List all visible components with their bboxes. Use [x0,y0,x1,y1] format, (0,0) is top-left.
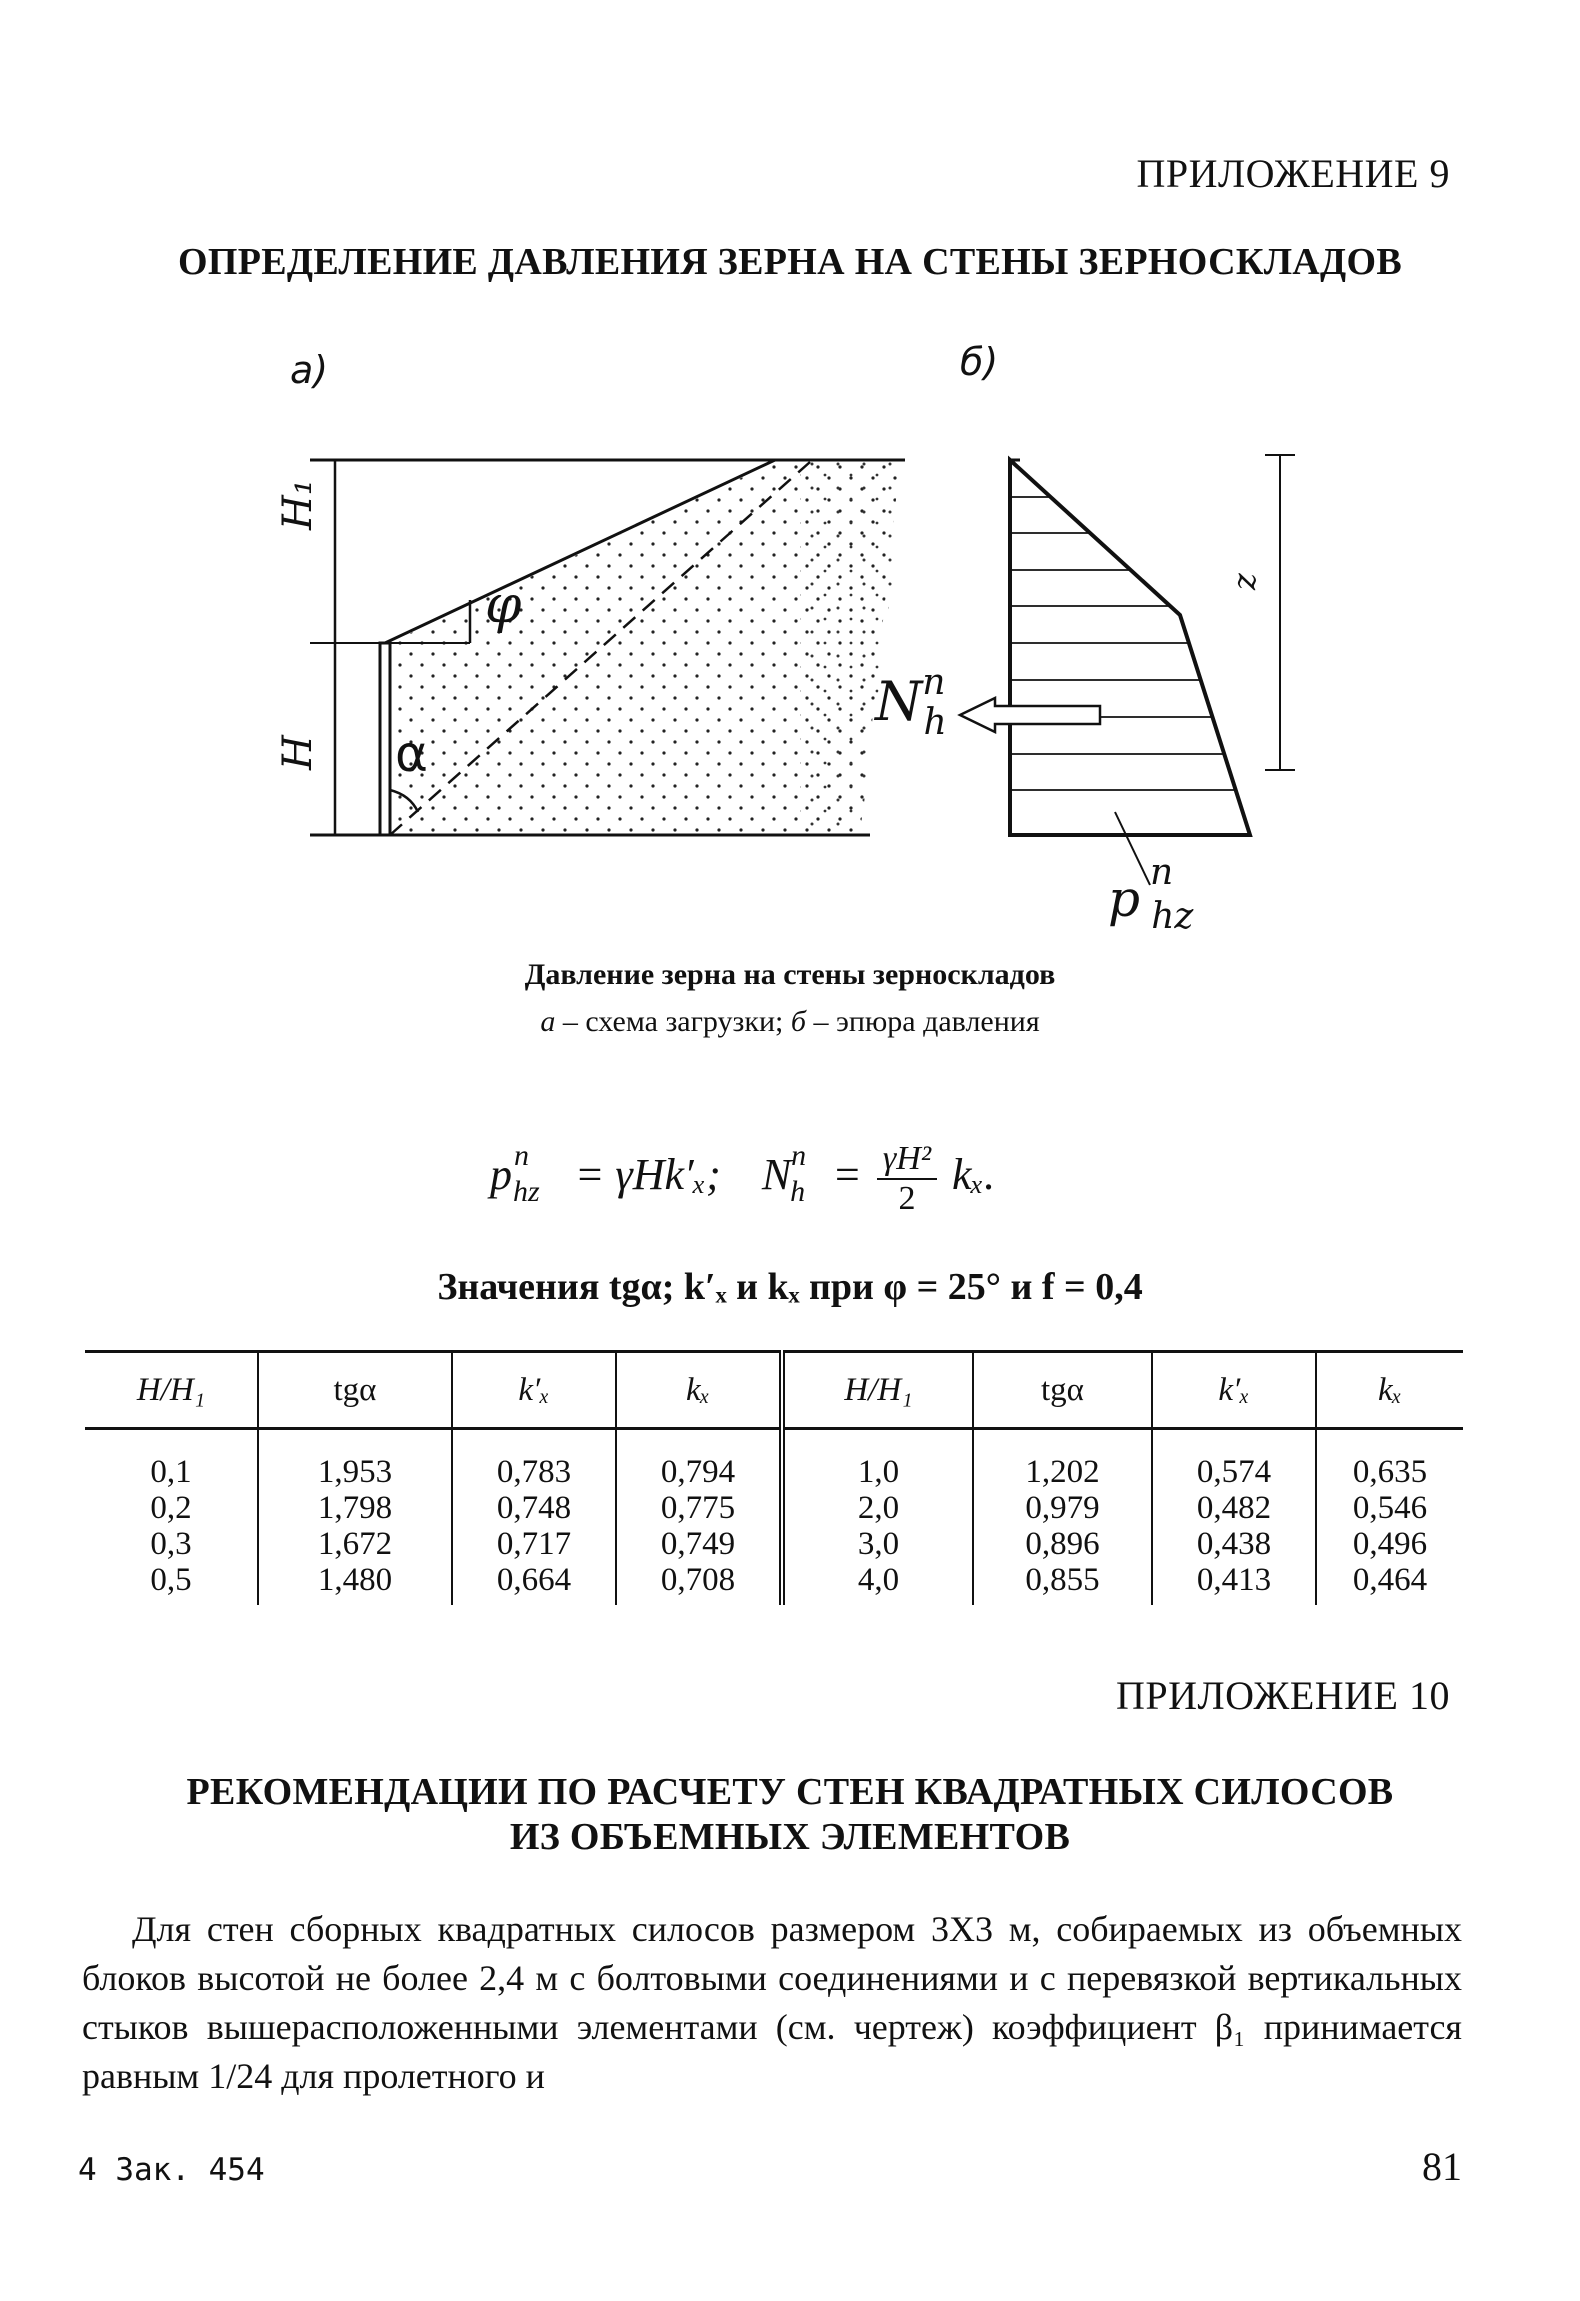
dim-h1-label: H₁ [275,479,321,530]
appendix-10-title-line2: ИЗ ОБЪЕМНЫХ ЭЛЕМЕНТОВ [509,1816,1071,1858]
table-cell: 1,0 2,0 3,0 4,0 [782,1429,973,1606]
header-k-2: kₓ [1316,1352,1463,1429]
header-k-prime-2: k′ₓ [1152,1352,1316,1429]
figure-a-label: а) [290,348,329,392]
force-label: $N^n_h$ [875,662,947,743]
header-h-ratio: H/H₁ [85,1352,258,1429]
table-cell: 0,1 0,2 0,3 0,5 [85,1429,258,1606]
table-cell: 1,202 0,979 0,896 0,855 [973,1429,1152,1606]
figure-caption-title: Давление зерна на стены зерноскладов [524,958,1056,991]
wall [380,643,390,835]
table-cell: 1,953 1,798 1,672 1,480 [258,1429,452,1606]
table-cell: 0,574 0,482 0,438 0,413 [1152,1429,1316,1606]
header-tg-alpha-2: tgα [973,1352,1152,1429]
table-cell: 0,783 0,748 0,717 0,664 [452,1429,616,1606]
header-k-prime: k′ₓ [452,1352,616,1429]
alpha-label: α [395,725,428,783]
figure-b-label: б) [960,340,999,384]
figure-caption-sub: а – схема загрузки; б – эпюра давления [540,1005,1040,1038]
table-cell: 0,794 0,775 0,749 0,708 [616,1429,782,1606]
table-cell: 0,635 0,546 0,496 0,464 [1352,1454,1428,1598]
pressure-label: p $^n_{hz}$ [1108,852,1194,937]
pressure-figure [0,0,1580,960]
appendix-9-title: ОПРЕДЕЛЕНИЕ ДАВЛЕНИЯ ЗЕРНА НА СТЕНЫ ЗЕРНОСКЛАДОВ [178,241,1402,283]
footer-order-number: 4 Зак. 454 [78,2152,265,2188]
table-title: Значения tgα; k′ₓ и kₓ при φ = 25° и f = 0,4 [437,1266,1143,1308]
formula: $p^n_{hz} = \gamma Hk'_x$; $N^n_h$ = $\frac{\text{γH²}}{2}$ kₓ. [490,1139,996,1217]
table-header-row [85,1352,1463,1429]
pressure-epure [1010,460,1250,835]
table-body-row [85,1429,1463,1606]
z-label: z [1225,573,1263,590]
header-k: kₓ [616,1352,782,1429]
pressure-diagram [960,455,1295,885]
header-tg-alpha: tgα [258,1352,452,1429]
values-table [85,1350,1463,1605]
dim-h-label: H [275,735,321,770]
appendix-9-label: ПРИЛОЖЕНИЕ 9 [1136,151,1450,196]
header-h-ratio-2: H/H₁ [782,1352,973,1429]
appendix-10-paragraph: Для стен сборных квадратных силосов размером 3Х3 м, собираемых из объемных блоков высотой не более 2,4 м с болтовыми соединениями и с перевязкой вертикальных стыков вышерасположенными элементами (см. чертеж) коэффициент β₁ принимается равным 1/24 для пролетного и [82,1909,1462,2096]
page-number: 81 [1422,2144,1462,2189]
grain-fill-right [800,462,900,835]
appendix-10-label: ПРИЛОЖЕНИЕ 10 [1115,1673,1450,1718]
phi-label: φ [485,575,522,635]
appendix-10-title-line1: РЕКОМЕНДАЦИИ ПО РАСЧЕТУ СТЕН КВАДРАТНЫХ СИЛОСОВ [186,1771,1394,1813]
